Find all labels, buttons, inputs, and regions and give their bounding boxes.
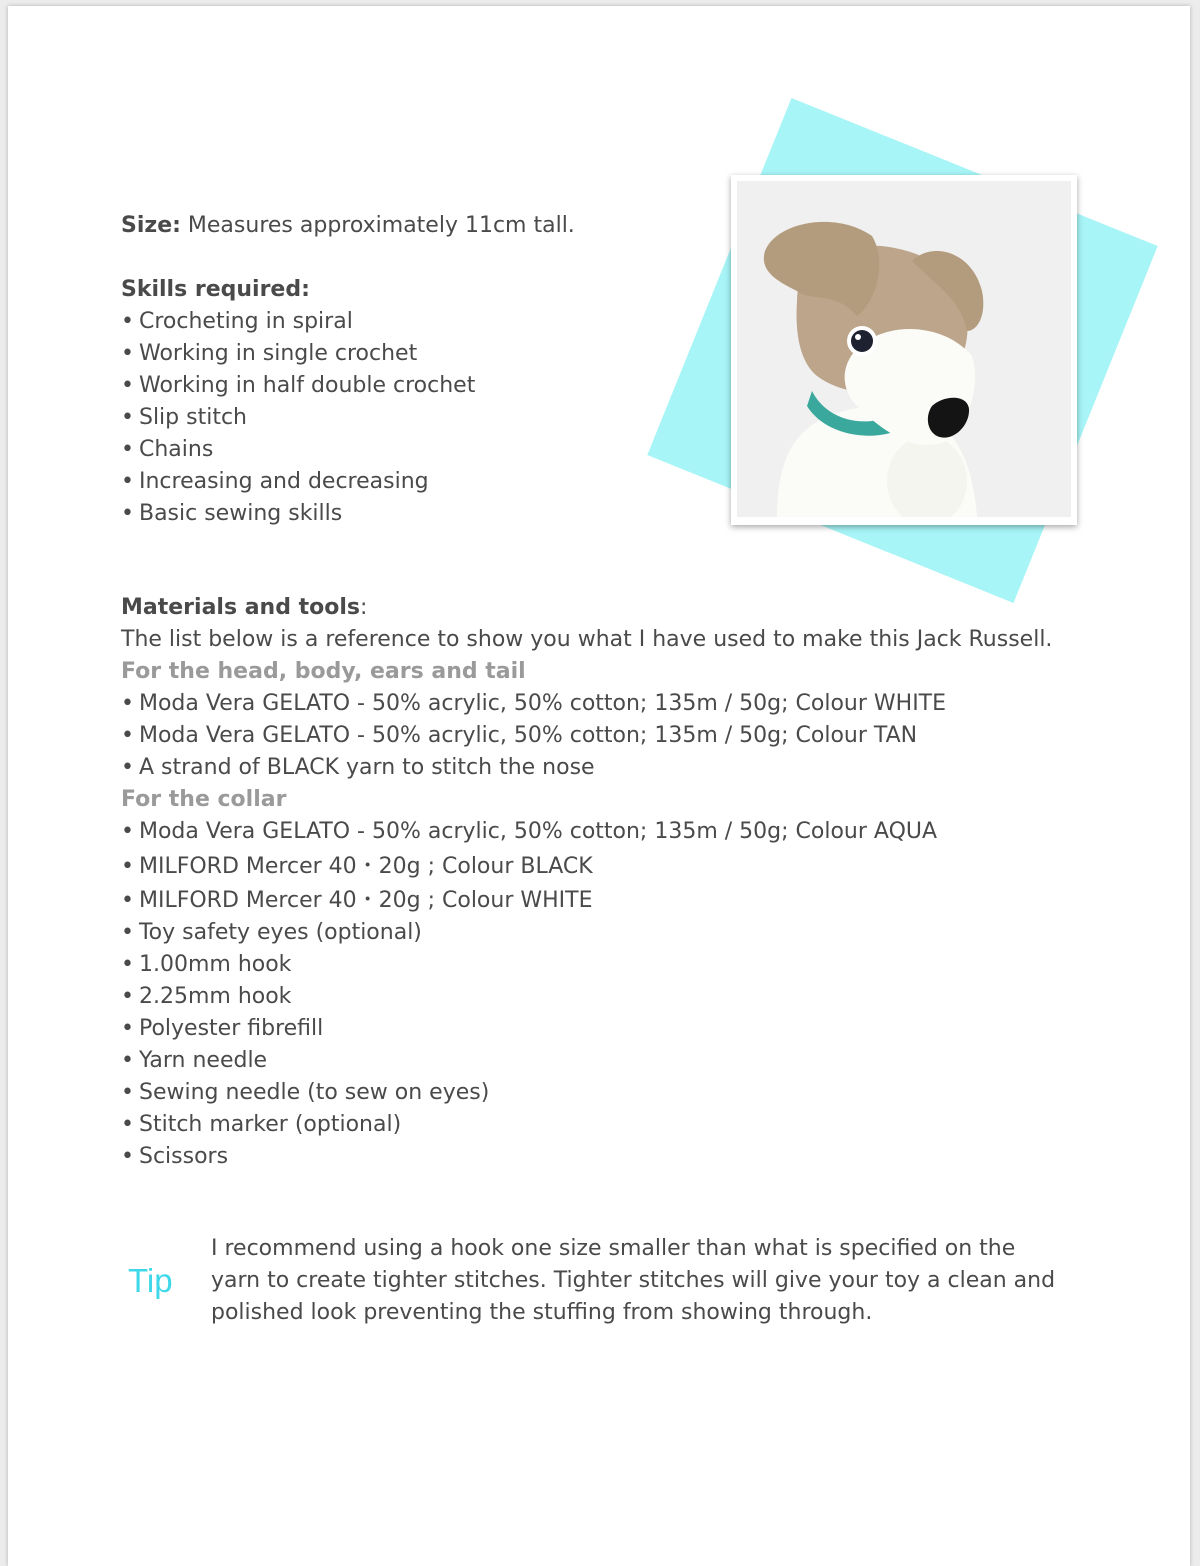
skills-item: • Crocheting in spiral	[121, 306, 475, 338]
materials-heading-colon: :	[360, 595, 368, 620]
materials-item: • Scissors	[121, 1141, 1052, 1173]
skills-heading: Skills required:	[121, 277, 310, 302]
dog-illustration	[737, 181, 1071, 517]
skills-item: • Increasing and decreasing	[121, 466, 475, 498]
materials-item: • Moda Vera GELATO - 50% acrylic, 50% cotton; 135m / 50g; Colour AQUA	[121, 816, 1052, 848]
materials-heading: Materials and tools	[121, 595, 361, 620]
head-subheading: For the head, body, ears and tail	[121, 659, 526, 684]
jack-russell-amigurumi-photo	[737, 181, 1071, 517]
materials-item: • 1.00mm hook	[121, 949, 1052, 981]
skills-item: • Chains	[121, 434, 475, 466]
materials-item: • Stitch marker (optional)	[121, 1109, 1052, 1141]
collar-subheading: For the collar	[121, 787, 287, 812]
product-photo-frame	[731, 175, 1077, 525]
materials-item: • MILFORD Mercer 40・20g ; Colour BLACK	[121, 851, 1052, 883]
materials-item: • Sewing needle (to sew on eyes)	[121, 1077, 1052, 1109]
materials-intro: The list below is a reference to show you what I have used to make this Jack Russell.	[121, 627, 1053, 652]
skills-item: • Basic sewing skills	[121, 498, 475, 530]
materials-item: • Yarn needle	[121, 1045, 1052, 1077]
materials-section	[121, 592, 1052, 1173]
materials-item: • Moda Vera GELATO - 50% acrylic, 50% cotton; 135m / 50g; Colour WHITE	[121, 688, 1052, 720]
skills-item: • Working in half double crochet	[121, 370, 475, 402]
size-line	[121, 210, 575, 242]
skills-item: • Slip stitch	[121, 402, 475, 434]
skills-section	[121, 274, 475, 530]
tip-text	[211, 1233, 1055, 1329]
tip-label: Tip	[128, 1262, 173, 1299]
materials-item: • 2.25mm hook	[121, 981, 1052, 1013]
materials-item: • Polyester fibrefill	[121, 1013, 1052, 1045]
skills-item: • Working in single crochet	[121, 338, 475, 370]
materials-item: • A strand of BLACK yarn to stitch the nose	[121, 752, 1052, 784]
size-label: Size:	[121, 213, 181, 238]
size-value: Measures approximately 11cm tall.	[180, 213, 575, 238]
materials-item: • Toy safety eyes (optional)	[121, 917, 1052, 949]
tip-line: I recommend using a hook one size smaller than what is specified on the	[211, 1236, 1016, 1261]
materials-item: • Moda Vera GELATO - 50% acrylic, 50% cotton; 135m / 50g; Colour TAN	[121, 720, 1052, 752]
materials-item: • MILFORD Mercer 40・20g ; Colour WHITE	[121, 885, 1052, 917]
tip-line: polished look preventing the stuffing from showing through.	[211, 1300, 873, 1325]
tip-line: yarn to create tighter stitches. Tighter stitches will give your toy a clean and	[211, 1268, 1056, 1293]
